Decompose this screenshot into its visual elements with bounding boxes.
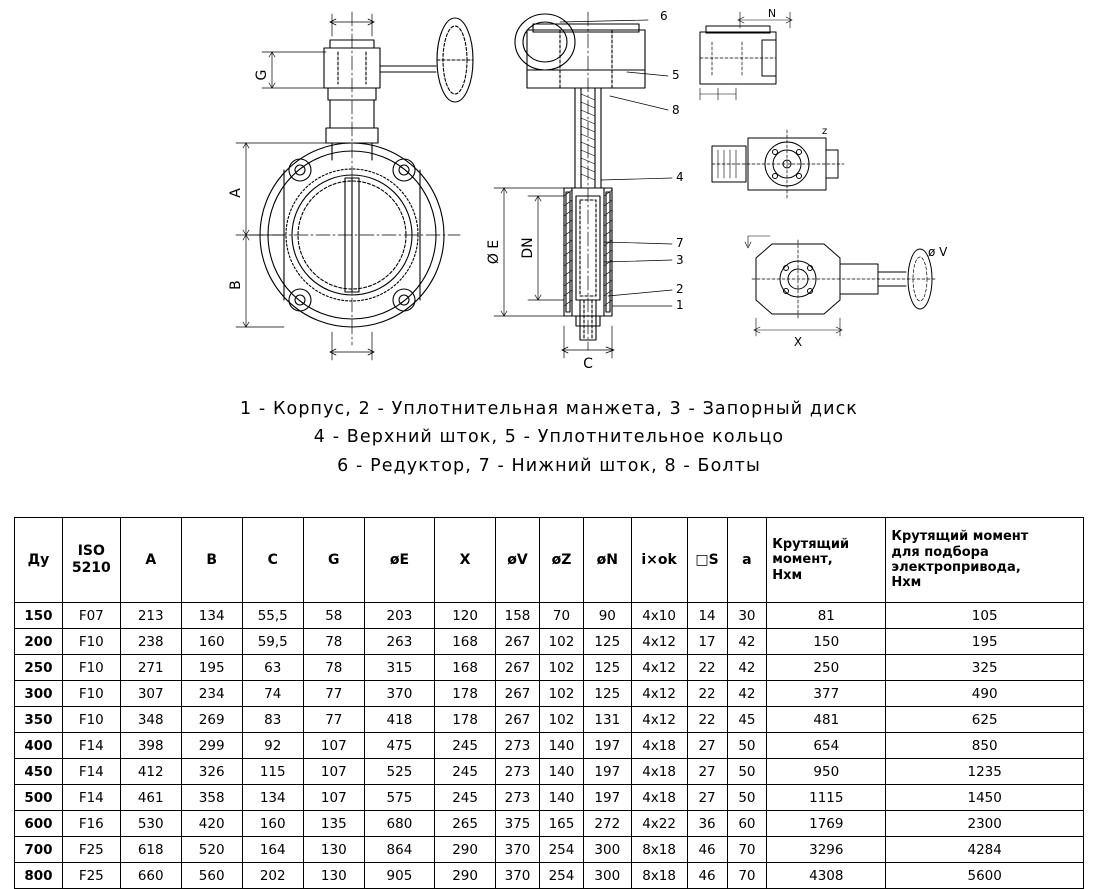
table-cell: 300 [583, 863, 631, 889]
table-cell: 134 [181, 603, 242, 629]
table-cell: 30 [727, 603, 767, 629]
table-cell: 254 [540, 837, 584, 863]
table-row [15, 603, 1084, 629]
table-cell: 78 [303, 655, 364, 681]
table-cell: 17 [687, 629, 727, 655]
table-cell: 130 [303, 837, 364, 863]
table-cell: 77 [303, 707, 364, 733]
table-cell-du: 400 [15, 733, 63, 759]
table-cell: 42 [727, 629, 767, 655]
table-cell: 3296 [767, 837, 886, 863]
table-cell: 102 [540, 707, 584, 733]
table-cell: 618 [120, 837, 181, 863]
table-cell: 4x22 [631, 811, 687, 837]
table-cell: 660 [120, 863, 181, 889]
table-cell: 134 [242, 785, 303, 811]
table-cell: 140 [540, 733, 584, 759]
table-cell: 299 [181, 733, 242, 759]
table-cell: 481 [767, 707, 886, 733]
table-cell: 2300 [886, 811, 1084, 837]
table-cell: 150 [767, 629, 886, 655]
dim-label-C: C [583, 356, 593, 372]
callout-1: 1 [676, 298, 684, 312]
dim-label-N: N [767, 7, 777, 20]
spec-table-head [15, 518, 1084, 603]
table-cell: 102 [540, 655, 584, 681]
table-cell: 70 [727, 863, 767, 889]
table-cell: 55,5 [242, 603, 303, 629]
table-cell: F10 [62, 707, 120, 733]
table-cell: 300 [583, 837, 631, 863]
table-cell: 131 [583, 707, 631, 733]
callout-leaders [560, 20, 672, 296]
table-cell: F14 [62, 733, 120, 759]
table-cell: 160 [181, 629, 242, 655]
table-cell: 1450 [886, 785, 1084, 811]
spec-table-body [15, 603, 1084, 889]
table-cell: 4x18 [631, 733, 687, 759]
table-cell: 370 [364, 681, 434, 707]
table-cell: 238 [120, 629, 181, 655]
gearbox-side-view [745, 236, 936, 336]
table-cell: 107 [303, 759, 364, 785]
table-cell: 475 [364, 733, 434, 759]
table-cell: 197 [583, 785, 631, 811]
table-row [15, 759, 1084, 785]
table-cell: 168 [435, 655, 496, 681]
table-cell: 27 [687, 733, 727, 759]
table-cell: 267 [496, 707, 540, 733]
col-header-du: Ду [15, 518, 63, 603]
table-cell: 50 [727, 733, 767, 759]
col-header-torque-drive [886, 518, 1084, 603]
table-cell: 197 [583, 759, 631, 785]
table-cell: 325 [886, 655, 1084, 681]
table-cell-du: 500 [15, 785, 63, 811]
legend-line-3: 6 - Редуктор, 7 - Нижний шток, 8 - Болты [337, 455, 761, 476]
table-cell: 27 [687, 785, 727, 811]
callout-7: 7 [676, 236, 684, 250]
dim-label-A: A [228, 188, 244, 198]
technical-drawing [0, 0, 1098, 385]
table-cell: 245 [435, 733, 496, 759]
table-cell: 4x18 [631, 785, 687, 811]
table-cell: 45 [727, 707, 767, 733]
table-cell: 358 [181, 785, 242, 811]
table-cell: 77 [303, 681, 364, 707]
table-cell: 5600 [886, 863, 1084, 889]
table-cell: 348 [120, 707, 181, 733]
legend-block [0, 395, 1098, 480]
table-row [15, 629, 1084, 655]
col-header-torque-line2: момент, [772, 552, 833, 568]
table-cell: 107 [303, 785, 364, 811]
table-cell: 42 [727, 681, 767, 707]
section-view [515, 12, 645, 350]
table-cell: 78 [303, 629, 364, 655]
table-cell: F25 [62, 863, 120, 889]
table-row [15, 863, 1084, 889]
col-header-a: A [120, 518, 181, 603]
table-cell: 290 [435, 863, 496, 889]
dim-label-E: Ø E [486, 239, 502, 265]
col-header-s: □S [687, 518, 727, 603]
table-cell: 326 [181, 759, 242, 785]
table-cell: 1115 [767, 785, 886, 811]
dim-label-DN: DN [520, 237, 536, 259]
table-cell: 60 [727, 811, 767, 837]
table-cell: 418 [364, 707, 434, 733]
table-cell: 370 [496, 837, 540, 863]
front-view [250, 12, 473, 345]
table-cell: 70 [727, 837, 767, 863]
table-cell: 4x10 [631, 603, 687, 629]
table-cell: 125 [583, 655, 631, 681]
table-cell: 135 [303, 811, 364, 837]
table-row [15, 707, 1084, 733]
table-cell: 50 [727, 759, 767, 785]
col-header-b: B [181, 518, 242, 603]
table-cell: 42 [727, 655, 767, 681]
table-cell-du: 350 [15, 707, 63, 733]
table-row [15, 681, 1084, 707]
table-cell: 265 [435, 811, 496, 837]
table-cell: 267 [496, 655, 540, 681]
table-cell-du: 300 [15, 681, 63, 707]
col-header-torque-line1: Крутящий [772, 537, 850, 552]
table-cell: 4x18 [631, 759, 687, 785]
col-header-torque-drive-line2: для подбора [891, 544, 989, 560]
table-cell: 575 [364, 785, 434, 811]
table-cell: 250 [767, 655, 886, 681]
table-cell: 14 [687, 603, 727, 629]
table-cell: F16 [62, 811, 120, 837]
table-cell: 4x12 [631, 629, 687, 655]
drawing-svg [0, 0, 1098, 385]
table-cell: 195 [181, 655, 242, 681]
table-cell: 245 [435, 759, 496, 785]
dim-label-X: X [793, 335, 803, 349]
table-cell: 290 [435, 837, 496, 863]
table-cell: 560 [181, 863, 242, 889]
table-cell: 83 [242, 707, 303, 733]
table-cell: 27 [687, 759, 727, 785]
table-cell: 4x12 [631, 655, 687, 681]
col-header-on: øN [583, 518, 631, 603]
table-cell: 680 [364, 811, 434, 837]
callout-3: 3 [676, 253, 684, 267]
table-cell: 307 [120, 681, 181, 707]
table-cell: 203 [364, 603, 434, 629]
table-cell: 254 [540, 863, 584, 889]
col-header-c: C [242, 518, 303, 603]
col-header-torque-line3: Нхм [772, 567, 803, 583]
table-cell: 105 [886, 603, 1084, 629]
callout-4: 4 [676, 170, 684, 184]
table-cell: F10 [62, 681, 120, 707]
table-cell: 412 [120, 759, 181, 785]
table-cell: 234 [181, 681, 242, 707]
callout-6: 6 [660, 9, 668, 23]
col-header-ov: øV [496, 518, 540, 603]
table-cell: 273 [496, 759, 540, 785]
dim-label-small-z: z [822, 126, 828, 137]
table-cell: F25 [62, 837, 120, 863]
table-cell: 272 [583, 811, 631, 837]
table-cell: 271 [120, 655, 181, 681]
table-cell: 273 [496, 785, 540, 811]
table-cell: 50 [727, 785, 767, 811]
table-cell: 850 [886, 733, 1084, 759]
table-cell: 22 [687, 655, 727, 681]
table-cell: 125 [583, 629, 631, 655]
col-header-a-small: a [727, 518, 767, 603]
spec-table-wrap [14, 517, 1084, 889]
table-cell: 950 [767, 759, 886, 785]
table-cell: 375 [496, 811, 540, 837]
table-cell-du: 250 [15, 655, 63, 681]
table-cell: F14 [62, 785, 120, 811]
table-cell: 63 [242, 655, 303, 681]
dim-label-B: B [228, 280, 244, 290]
table-cell: 315 [364, 655, 434, 681]
table-row [15, 733, 1084, 759]
table-cell: F14 [62, 759, 120, 785]
table-row [15, 837, 1084, 863]
table-cell: 269 [181, 707, 242, 733]
col-header-x: X [435, 518, 496, 603]
table-cell: 213 [120, 603, 181, 629]
table-cell-du: 200 [15, 629, 63, 655]
table-cell: 22 [687, 707, 727, 733]
table-cell: F07 [62, 603, 120, 629]
table-cell: 1769 [767, 811, 886, 837]
table-cell: 263 [364, 629, 434, 655]
table-cell: 654 [767, 733, 886, 759]
table-cell: 245 [435, 785, 496, 811]
col-header-g: G [303, 518, 364, 603]
col-header-torque-drive-line1: Крутящий момент [891, 529, 1029, 545]
table-cell: 1235 [886, 759, 1084, 785]
table-cell: 490 [886, 681, 1084, 707]
table-cell: 525 [364, 759, 434, 785]
table-cell: 22 [687, 681, 727, 707]
gearbox-plan-view [712, 130, 844, 198]
table-cell-du: 450 [15, 759, 63, 785]
table-cell: 120 [435, 603, 496, 629]
table-cell: 158 [496, 603, 540, 629]
col-header-iok: i×ok [631, 518, 687, 603]
col-header-iso-line2: 5210 [71, 560, 111, 576]
table-cell: 8x18 [631, 863, 687, 889]
front-view-dimensions [236, 14, 374, 360]
table-cell: 102 [540, 629, 584, 655]
table-cell: 46 [687, 837, 727, 863]
col-header-torque-drive-line3: электропривода, [891, 560, 1021, 575]
spec-table [14, 517, 1084, 889]
table-cell: 4284 [886, 837, 1084, 863]
table-cell: 4308 [767, 863, 886, 889]
table-cell: 160 [242, 811, 303, 837]
table-row [15, 785, 1084, 811]
callout-2: 2 [676, 282, 684, 296]
table-cell: 74 [242, 681, 303, 707]
table-cell: 905 [364, 863, 434, 889]
table-cell: 377 [767, 681, 886, 707]
dim-label-V: ø V [928, 245, 948, 259]
table-cell-du: 700 [15, 837, 63, 863]
gearbox-top-view [700, 12, 792, 100]
spec-table-header-row [15, 518, 1084, 603]
table-cell: 115 [242, 759, 303, 785]
col-header-torque [767, 518, 886, 603]
table-cell: 202 [242, 863, 303, 889]
table-cell: 46 [687, 863, 727, 889]
table-cell: F10 [62, 655, 120, 681]
table-cell: 164 [242, 837, 303, 863]
table-cell: 273 [496, 733, 540, 759]
table-cell: 197 [583, 733, 631, 759]
table-cell: 140 [540, 759, 584, 785]
col-header-torque-drive-line4: Нхм [891, 575, 922, 591]
table-cell: 90 [583, 603, 631, 629]
table-cell: 520 [181, 837, 242, 863]
col-header-iso [62, 518, 120, 603]
table-cell: 420 [181, 811, 242, 837]
table-cell: 125 [583, 681, 631, 707]
table-cell: 102 [540, 681, 584, 707]
col-header-oe: øE [364, 518, 434, 603]
table-cell-du: 600 [15, 811, 63, 837]
table-cell: 107 [303, 733, 364, 759]
table-cell: 267 [496, 629, 540, 655]
legend-line-1: 1 - Корпус, 2 - Уплотнительная манжета, 3 - Запорный диск [240, 399, 858, 419]
table-cell: 58 [303, 603, 364, 629]
table-cell: 4x12 [631, 681, 687, 707]
col-header-oz: øZ [540, 518, 584, 603]
table-cell: 70 [540, 603, 584, 629]
table-cell: 59,5 [242, 629, 303, 655]
table-cell: 140 [540, 785, 584, 811]
table-cell: 461 [120, 785, 181, 811]
table-cell: F10 [62, 629, 120, 655]
table-cell: 864 [364, 837, 434, 863]
col-header-iso-line1: ISO [77, 543, 105, 560]
table-cell: 92 [242, 733, 303, 759]
table-row [15, 655, 1084, 681]
table-cell: 178 [435, 681, 496, 707]
legend-line-2: 4 - Верхний шток, 5 - Уплотнительное кольцо [313, 427, 785, 448]
callout-8: 8 [672, 103, 680, 117]
table-cell: 168 [435, 629, 496, 655]
table-cell: 195 [886, 629, 1084, 655]
table-cell: 178 [435, 707, 496, 733]
table-cell: 370 [496, 863, 540, 889]
table-cell: 130 [303, 863, 364, 889]
table-cell-du: 800 [15, 863, 63, 889]
table-cell: 4x12 [631, 707, 687, 733]
table-cell: 165 [540, 811, 584, 837]
table-cell: 398 [120, 733, 181, 759]
callout-5: 5 [672, 68, 680, 82]
table-row [15, 811, 1084, 837]
table-cell: 36 [687, 811, 727, 837]
table-cell: 530 [120, 811, 181, 837]
table-cell: 625 [886, 707, 1084, 733]
table-cell-du: 150 [15, 603, 63, 629]
table-cell: 81 [767, 603, 886, 629]
table-cell: 267 [496, 681, 540, 707]
dim-label-G: G [254, 69, 270, 81]
table-cell: 8x18 [631, 837, 687, 863]
